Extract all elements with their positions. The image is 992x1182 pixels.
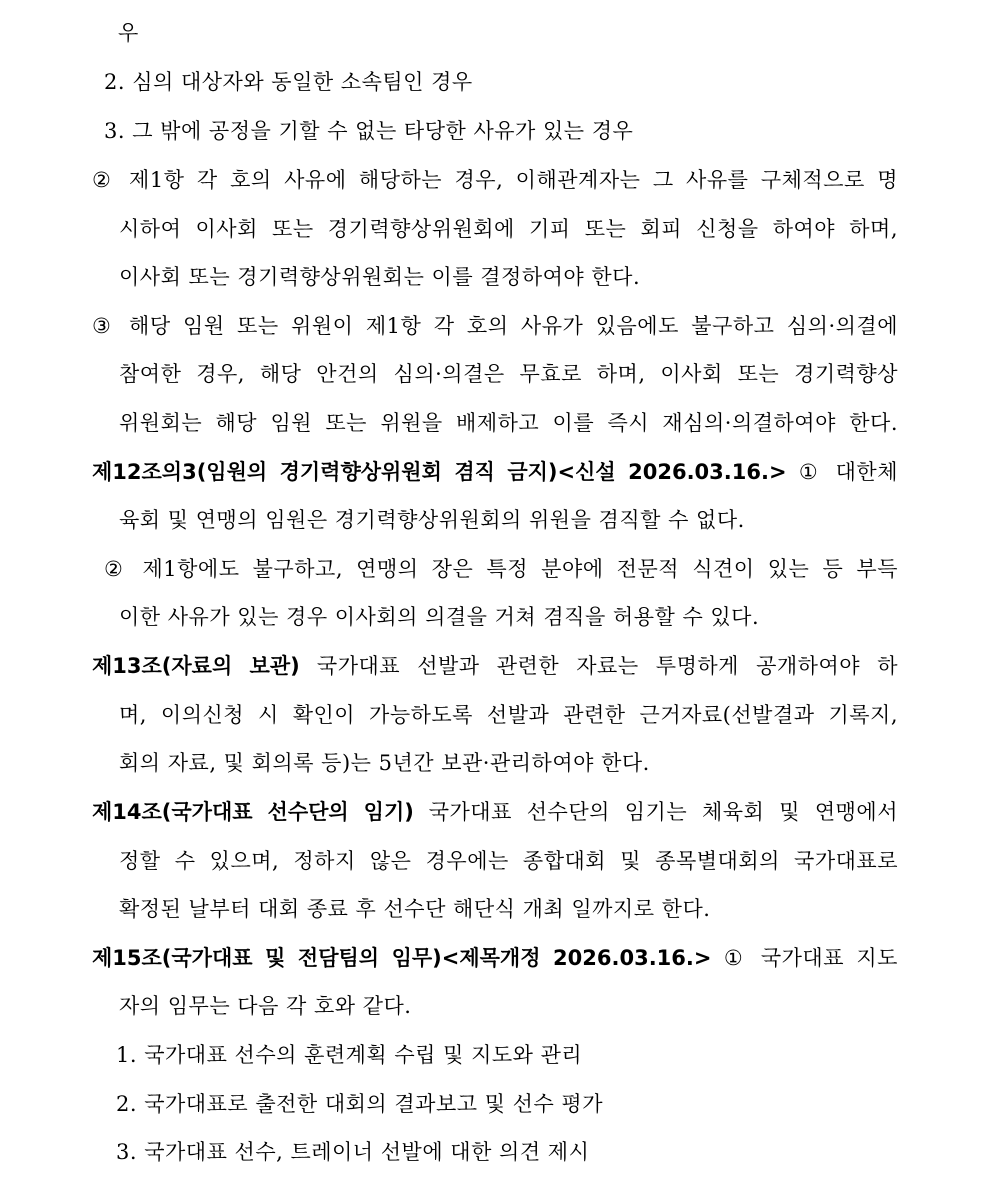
- article-heading: 제15조(국가대표 및 전담팀의 임무)<제목개정 2026.03.16.>: [92, 946, 712, 970]
- paragraph-line: [92, 313, 898, 339]
- list-item: [104, 118, 633, 144]
- line-text: 국가대표 선수단의 임기는 체육회 및 연맹에서: [428, 800, 898, 824]
- paragraph-line: [92, 167, 898, 193]
- line-text: 회의 자료, 및 회의록 등)는 5년간 보관·관리하여야 한다.: [119, 751, 650, 775]
- line-text: 확정된 날부터 대회 종료 후 선수단 해단식 개최 일까지로 한다.: [119, 897, 711, 921]
- paragraph-line: [119, 361, 898, 387]
- clause-marker: ①: [723, 946, 749, 970]
- line-text: 우: [118, 21, 139, 45]
- article-heading: 제14조(국가대표 선수단의 임기): [92, 800, 414, 824]
- article-heading-line: [92, 799, 898, 825]
- line-text: 이한 사유가 있는 경우 이사회의 의결을 거쳐 겸직을 허용할 수 있다.: [119, 605, 760, 629]
- paragraph-line: [104, 556, 898, 582]
- list-item: [116, 1042, 582, 1068]
- line-text: 참여한 경우, 해당 안건의 심의·의결은 무효로 하며, 이사회 또는 경기력향상: [119, 362, 898, 386]
- clause-marker: ③: [92, 314, 117, 338]
- line-text: 제1항 각 호의 사유에 해당하는 경우, 이해관계자는 그 사유를 구체적으로 명: [129, 168, 898, 192]
- list-item: [116, 1139, 589, 1165]
- line-text: 정할 수 있으며, 정하지 않은 경우에는 종합대회 및 종목별대회의 국가대표로: [119, 849, 898, 873]
- list-item: [104, 69, 473, 95]
- paragraph-line: [119, 410, 898, 436]
- paragraph-line: [119, 848, 898, 874]
- article-heading-line: [92, 653, 898, 679]
- article-heading-line: [92, 459, 898, 485]
- line-text: 대한체: [835, 460, 898, 484]
- line-text: 제1항에도 불구하고, 연맹의 장은 특정 분야에 전문적 식견이 있는 등 부득: [142, 557, 898, 581]
- line-text: 2. 심의 대상자와 동일한 소속팀인 경우: [104, 70, 473, 94]
- line-text: 3. 그 밖에 공정을 기할 수 없는 타당한 사유가 있는 경우: [104, 119, 634, 143]
- article-heading-line: [92, 945, 898, 971]
- line-text: 위원회는 해당 임원 또는 위원을 배제하고 이를 즉시 재심의·의결하여야 한다.: [119, 411, 898, 435]
- line-text: 국가대표 지도: [760, 946, 898, 970]
- line-text: 3. 국가대표 선수, 트레이너 선발에 대한 의견 제시: [116, 1140, 590, 1164]
- article-heading: 제12조의3(임원의 경기력향상위원회 겸직 금지)<신설 2026.03.16.>: [92, 460, 787, 484]
- line-text: 시하여 이사회 또는 경기력향상위원회에 기피 또는 회피 신청을 하여야 하며,: [119, 217, 898, 241]
- line-text: 이사회 또는 경기력향상위원회는 이를 결정하여야 한다.: [119, 265, 641, 289]
- line-text: 며, 이의신청 시 확인이 가능하도록 선발과 관련한 근거자료(선발결과 기록지,: [119, 703, 898, 727]
- line-text: 해당 임원 또는 위원이 제1항 각 호의 사유가 있음에도 불구하고 심의·의결에: [129, 314, 898, 338]
- line-text: 2. 국가대표로 출전한 대회의 결과보고 및 선수 평가: [116, 1092, 603, 1116]
- clause-marker: ②: [92, 168, 117, 192]
- list-item: [116, 1091, 603, 1117]
- paragraph-line: [119, 702, 898, 728]
- text-line: [118, 20, 139, 46]
- paragraph-line: [119, 264, 640, 290]
- line-text: 국가대표 선발과 관련한 자료는 투명하게 공개하여야 하: [316, 654, 898, 678]
- paragraph-line: [119, 507, 745, 533]
- paragraph-line: [119, 604, 759, 630]
- line-text: 1. 국가대표 선수의 훈련계획 수립 및 지도와 관리: [116, 1043, 583, 1067]
- article-heading: 제13조(자료의 보관): [92, 654, 300, 678]
- paragraph-line: [119, 750, 650, 776]
- paragraph-line: [119, 216, 898, 242]
- paragraph-line: [119, 896, 710, 922]
- line-text: 자의 임무는 다음 각 호와 같다.: [119, 994, 412, 1018]
- line-text: 육회 및 연맹의 임원은 경기력향상위원회의 위원을 겸직할 수 없다.: [119, 508, 745, 532]
- paragraph-line: [119, 993, 411, 1019]
- clause-marker: ②: [104, 557, 130, 581]
- clause-marker: ①: [798, 460, 824, 484]
